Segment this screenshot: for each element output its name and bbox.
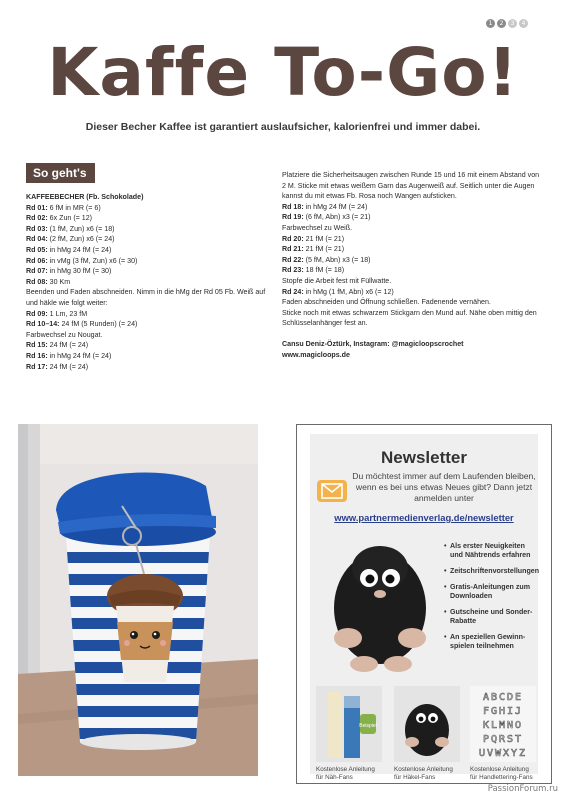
round-instruction: (1 fM, Zun) x6 (= 18) [47,224,115,233]
pattern-left-column [26,192,266,372]
thumb-badge: Beispiel [359,723,377,729]
crochet-mole-illustration [316,538,442,678]
round-instruction: in hMg 24 fM (= 24) [47,351,112,360]
difficulty-dot-3: 3 [508,19,517,28]
left-line [26,266,266,277]
left-line [26,224,266,235]
round-label: Rd 02: [26,214,48,223]
page-title: Kaffe To-Go! [47,34,519,111]
lettering-alphabet-icon [470,686,536,762]
round-label: Rd 21: [282,245,304,254]
newsletter-benefit-item: • Als erster Neuigkeiten und Nähtrends erfahren [444,542,538,560]
round-instruction: 6 fM in MR (= 6) [47,203,101,212]
newsletter-benefits [444,542,538,658]
round-instruction: 18 fM (= 18) [303,266,345,275]
pattern-lines-left [26,203,266,373]
round-instruction: 1 Lm, 23 fM [47,309,88,318]
right-line [282,223,544,234]
coffee-cup-keychain-illustration [18,424,258,776]
round-instruction: in hMg 24 fM (= 24) [47,245,112,254]
left-line [26,245,266,256]
round-label: Rd 20: [282,234,304,243]
newsletter-benefit-item: • Gutscheine und Sonder-Rabatte [444,608,538,626]
difficulty-rating [486,19,528,28]
round-label: Rd 17: [26,362,48,371]
round-label: Rd 23: [282,266,304,275]
thumb-caption-sewing: Kostenlose Anleitung für Näh-Fans [316,766,375,781]
svg-text:KLMNO: KLMNO [482,720,524,731]
round-instruction: in hMg 30 fM (= 30) [47,267,112,276]
round-label: Rd 10–14: [26,320,60,329]
thumb-caption-lettering: Kostenlose Anleitung für Handlettering-Fans [470,766,533,781]
left-line [26,351,266,362]
difficulty-dot-2: 2 [497,19,506,28]
right-line [282,202,544,213]
round-instruction: 21 fM (= 21) [303,234,345,243]
round-instruction: 24 fM (5 Runden) (= 24) [59,320,138,329]
right-line [282,234,544,245]
newsletter-benefit-item: • Gratis-Anleitungen zum Downloaden [444,583,538,601]
thumb-lettering[interactable] [470,686,536,762]
newsletter-link[interactable]: www.partnermedienverlag.de/newsletter [334,512,514,523]
round-instruction: Faden abschneiden und Öffnung schließen. Fadenende vernähen. [282,298,491,307]
difficulty-dot-4: 4 [519,19,528,28]
thumb-sewing[interactable] [316,686,382,762]
left-line [26,362,266,373]
round-instruction: Farbwechsel zu Weiß. [282,223,353,232]
left-line [26,234,266,245]
right-line [282,287,544,298]
right-line [282,170,544,202]
designer-url[interactable]: www.magicloops.de [282,350,350,359]
left-line [26,319,266,330]
round-instruction: 24 fM (= 24) [47,341,89,350]
newsletter-benefit-item: • Zeitschriftenvorstellungen [444,567,538,576]
newsletter-ad[interactable] [296,424,552,784]
newsletter-text: Du möchtest immer auf dem Laufenden bleiben, wenn es bei uns etwas Neues gibt? Dann jetzt anmelden unter [352,471,536,503]
page-subtitle: Dieser Becher Kaffee ist garantiert auslaufsicher, kalorienfrei und immer dabei. [85,121,481,133]
newsletter-panel [310,434,540,781]
svg-text:FGHIJ: FGHIJ [482,706,524,717]
designer-credit: Cansu Deniz-Öztürk, Instagram: @magicloopscrochet [282,339,464,348]
pattern-right-column [282,170,544,360]
round-instruction: (6 fM, Abn) x3 (= 21) [303,213,371,222]
round-instruction: 6x Zun (= 12) [47,214,93,223]
round-label: Rd 08: [26,277,48,286]
envelope-icon [317,480,347,502]
left-line [26,340,266,351]
round-instruction: in vMg (3 fM, Zun) x6 (= 30) [47,256,138,265]
right-line [282,276,544,287]
left-line [26,277,266,288]
sewing-project-icon [316,686,382,762]
section-label: So geht's [26,163,95,183]
round-label: Rd 05: [26,245,48,254]
difficulty-dot-1: 1 [486,19,495,28]
round-label: Rd 18: [282,202,304,211]
round-instruction: Platziere die Sicherheitsaugen zwischen Runde 15 und 16 mit einem Abstand von 2 M. Sticke mit etwas weißem Garn das Augenweiß auf. Seitlich unter die Augen kannst du mit etwas Fb. Rosa noch Wangen aufsticken. [282,171,540,201]
svg-text:PQRST: PQRST [482,734,524,745]
round-instruction: in hMg 24 fM (= 24) [303,202,368,211]
round-label: Rd 04: [26,235,48,244]
round-label: Rd 07: [26,267,48,276]
round-instruction: (2 fM, Zun) x6 (= 24) [47,235,115,244]
product-photo [18,424,258,776]
left-line [26,330,266,341]
round-instruction: 21 fM (= 21) [303,245,345,254]
round-instruction: Beenden und Faden abschneiden. Nimm in die hMg der Rd 05 Fb. Weiß auf und häkle wie folgt weiter: [26,288,266,307]
left-line [26,203,266,214]
right-line [282,244,544,255]
round-label: Rd 06: [26,256,48,265]
pattern-heading: KAFFEEBECHER (Fb. Schokolade) [26,193,144,201]
round-label: Rd 03: [26,224,48,233]
watermark: PassionForum.ru [487,784,558,794]
svg-text:UVWXYZ: UVWXYZ [478,748,528,759]
right-line [282,255,544,266]
newsletter-title: Newsletter [381,448,467,467]
round-instruction: 30 Km [47,277,71,286]
thumb-crochet[interactable] [394,686,460,762]
round-label: Rd 22: [282,255,304,264]
left-line [26,213,266,224]
round-instruction: Stopfe die Arbeit fest mit Füllwatte. [282,276,392,285]
right-line [282,265,544,276]
round-instruction: Farbwechsel zu Nougat. [26,330,103,339]
svg-text:ABCDE: ABCDE [482,692,524,703]
thumb-caption-crochet: Kostenlose Anleitung für Häkel-Fans [394,766,453,781]
round-instruction: Sticke noch mit etwas schwarzem Stickgarn den Mund auf. Nähe oben mittig den Schlüsselanhänger fest an. [282,308,537,328]
right-line [282,212,544,223]
left-line [26,309,266,320]
pattern-lines-right [282,170,544,329]
round-instruction: in hMg (1 fM, Abn) x6 (= 12) [303,287,394,296]
left-line [26,256,266,267]
crochet-mole-thumb-icon [394,686,460,762]
right-line [282,297,544,308]
left-line [26,287,266,308]
round-label: Rd 09: [26,309,48,318]
round-label: Rd 16: [26,351,48,360]
round-label: Rd 19: [282,213,304,222]
newsletter-benefit-item: • An speziellen Gewinn-spielen teilnehmen [444,633,538,651]
round-label: Rd 24: [282,287,304,296]
right-line [282,308,544,329]
round-label: Rd 01: [26,203,48,212]
round-instruction: (5 fM, Abn) x3 (= 18) [303,255,371,264]
round-label: Rd 15: [26,341,48,350]
round-instruction: 24 fM (= 24) [47,362,89,371]
